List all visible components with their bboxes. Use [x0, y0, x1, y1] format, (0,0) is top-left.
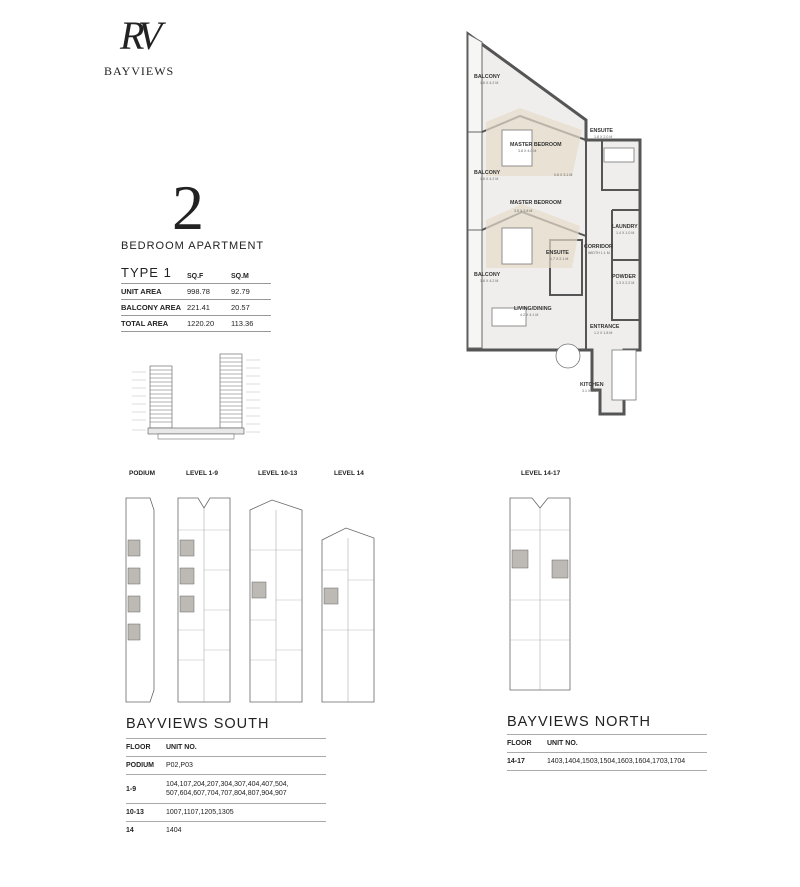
- kitchen-counter: [612, 350, 636, 400]
- north-section-title: BAYVIEWS NORTH: [507, 714, 651, 730]
- room-dim: 1.6 X 4.2 M: [480, 81, 499, 85]
- room-dim: 3.5 X 3.8 M: [514, 209, 533, 213]
- area-label: BALCONY AREA: [121, 300, 187, 316]
- floor-plate-title: PODIUM: [129, 470, 155, 477]
- room-label: BALCONY: [474, 272, 501, 278]
- floor-plan: [462, 30, 658, 418]
- unit-cell: 1403,1404,1503,1504,1603,1604,1703,1704: [547, 753, 707, 771]
- brand-name: BAYVIEWS: [104, 64, 175, 78]
- floor-plate-diagrams: [120, 490, 590, 710]
- bedroom-count: 2: [172, 172, 204, 243]
- room-dim: 0.6 X 3.1 M: [554, 173, 573, 177]
- room-dim: 4.2 X 4.1 M: [520, 313, 539, 317]
- room-label: MASTER BEDROOM: [510, 200, 562, 206]
- floor-header: FLOOR: [126, 739, 166, 757]
- floor-plate-title: LEVEL 1-9: [186, 470, 219, 477]
- bathtub: [604, 148, 634, 162]
- room-dim: 1.8 X 2.0 M: [594, 135, 613, 139]
- level-10-13-plate: [250, 500, 302, 702]
- north-unit-table: [507, 734, 707, 771]
- building-stack-diagram: [128, 352, 278, 444]
- room-dim: 3.8 X 4.0 M: [518, 149, 537, 153]
- bed: [502, 130, 532, 166]
- area-sqm: 92.79: [231, 284, 271, 300]
- unit-cell: 1404: [166, 827, 182, 834]
- unit-header: UNIT NO.: [166, 739, 326, 757]
- floor-cell: 14-17: [507, 753, 547, 771]
- area-row: [121, 316, 271, 332]
- floor-cell: 1-9: [126, 775, 166, 804]
- room-label: BALCONY: [474, 170, 501, 176]
- level-1-9-plate: [178, 498, 230, 702]
- south-unit-table: [126, 738, 326, 839]
- room-label: ENSUITE: [546, 250, 569, 256]
- room-dim: 3.1 X 2.8 M: [582, 389, 601, 393]
- room-label: LIVING/DINING: [514, 306, 552, 312]
- floor-header: FLOOR: [507, 735, 547, 753]
- floor-cell: PODIUM: [126, 757, 166, 775]
- unit-type-title: TYPE 1: [121, 265, 172, 280]
- room-label: ENSUITE: [590, 128, 613, 134]
- bed: [502, 228, 532, 264]
- area-label: TOTAL AREA: [121, 316, 187, 332]
- room-label: BALCONY: [474, 74, 501, 80]
- floor-plate-title: LEVEL 10-13: [258, 470, 298, 477]
- basement: [158, 434, 234, 439]
- south-tower: [150, 366, 172, 428]
- area-sqm: 20.57: [231, 300, 271, 316]
- area-sqf: 998.78: [187, 284, 231, 300]
- south-section-title: BAYVIEWS SOUTH: [126, 716, 270, 732]
- sqf-header: SQ.F: [187, 273, 204, 280]
- room-label: KITCHEN: [580, 382, 604, 388]
- room-dim: 1.7 X 2.1 M: [550, 257, 569, 261]
- podium-plate: [126, 498, 154, 702]
- table-row: [126, 804, 326, 822]
- room-label: POWDER: [612, 274, 636, 280]
- north-tower: [220, 354, 242, 428]
- balcony-area: [468, 132, 482, 230]
- apartment-subtitle: BEDROOM APARTMENT: [121, 240, 265, 252]
- room-label: ENTRANCE: [590, 324, 620, 330]
- area-row: [121, 284, 271, 300]
- floor-plate-title: LEVEL 14-17: [521, 470, 561, 477]
- brand-logo-mark: RV: [120, 13, 157, 58]
- room-dim: 1.4 X 1.0 M: [616, 231, 635, 235]
- level-14-17-plate: [510, 498, 570, 690]
- unit-cell: 104,107,204,207,304,307,404,407,504, 507,604,607,704,707,804,807,904,907: [166, 775, 326, 804]
- unit-cell: 1007,1107,1205,1305: [166, 804, 326, 822]
- area-table: [121, 262, 271, 332]
- room-dim: 1.6 X 4.2 M: [480, 177, 499, 181]
- floor-cell: 14: [126, 827, 134, 834]
- sqm-header: SQ.M: [231, 273, 249, 280]
- room-dim: 1.3 X 2.2 M: [616, 281, 635, 285]
- podium-base: [148, 428, 244, 434]
- room-label: LAUNDRY: [612, 224, 638, 230]
- area-row: [121, 300, 271, 316]
- area-sqf: 1220.20: [187, 316, 231, 332]
- room-dim: 1.6 X 4.2 M: [480, 279, 499, 283]
- area-table-block: [121, 262, 271, 332]
- room-dim: WIDTH 1.1 M: [588, 251, 610, 255]
- room-label: MASTER BEDROOM: [510, 142, 562, 148]
- unit-header: UNIT NO.: [547, 735, 707, 753]
- area-sqf: 221.41: [187, 300, 231, 316]
- balcony-area: [468, 230, 482, 348]
- table-row: [507, 753, 707, 771]
- table-row: [126, 822, 326, 840]
- floor-plate-title: LEVEL 14: [334, 470, 364, 477]
- area-sqm: 113.36: [231, 316, 271, 332]
- unit-cell: P02,P03: [166, 757, 326, 775]
- level-14-plate: [322, 528, 374, 702]
- dining-table: [556, 344, 580, 368]
- table-row: [126, 775, 326, 804]
- floor-cell: 10-13: [126, 804, 166, 822]
- table-row: [126, 757, 326, 775]
- area-label: UNIT AREA: [121, 284, 187, 300]
- room-dim: 1.2 X 1.8 M: [594, 331, 613, 335]
- room-label: CORRIDOR: [584, 244, 613, 250]
